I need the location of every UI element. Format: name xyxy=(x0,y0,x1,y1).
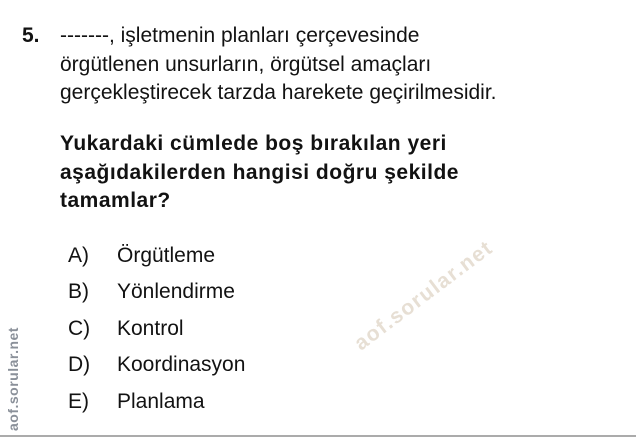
option-b-text: Yönlendirme xyxy=(117,280,235,304)
diagonal-watermark: aof.sorular.net xyxy=(350,236,498,356)
vertical-watermark: aof.sorular.net xyxy=(5,327,21,431)
question-prompt-line-2: aşağıdakilerden hangisi doğru şekilde xyxy=(60,160,459,184)
question-prompt xyxy=(60,130,612,216)
question-prompt-line-3: tamamlar? xyxy=(60,189,171,212)
option-d-text: Koordinasyon xyxy=(117,353,246,377)
question-prompt-line-1: Yukardaki cümlede boş bırakılan yeri xyxy=(60,132,447,155)
option-b xyxy=(68,278,245,306)
option-d xyxy=(68,351,245,379)
question-body-line-1: -------, işletmenin planları çerçevesinde xyxy=(60,24,420,47)
question-body xyxy=(60,22,612,108)
option-a-letter: A) xyxy=(68,244,89,267)
option-e xyxy=(68,388,245,416)
option-a-text: Örgütleme xyxy=(117,244,216,267)
option-c-text: Kontrol xyxy=(117,316,184,340)
options-list xyxy=(68,242,245,424)
option-b-letter: B) xyxy=(68,280,89,304)
question-body-line-3: gerçekleştirecek tarzda harekete geçirilmesidir. xyxy=(60,81,497,104)
option-e-text: Planlama xyxy=(117,389,205,413)
option-a xyxy=(68,242,245,270)
option-e-letter: E) xyxy=(68,389,89,413)
option-d-letter: D) xyxy=(68,353,91,377)
question-number: 5. xyxy=(22,24,40,47)
bottom-divider xyxy=(0,435,636,437)
option-c-letter: C) xyxy=(68,316,91,340)
option-c xyxy=(68,315,245,343)
question-body-line-2: örgütlenen unsurların, örgütsel amaçları xyxy=(60,52,432,76)
